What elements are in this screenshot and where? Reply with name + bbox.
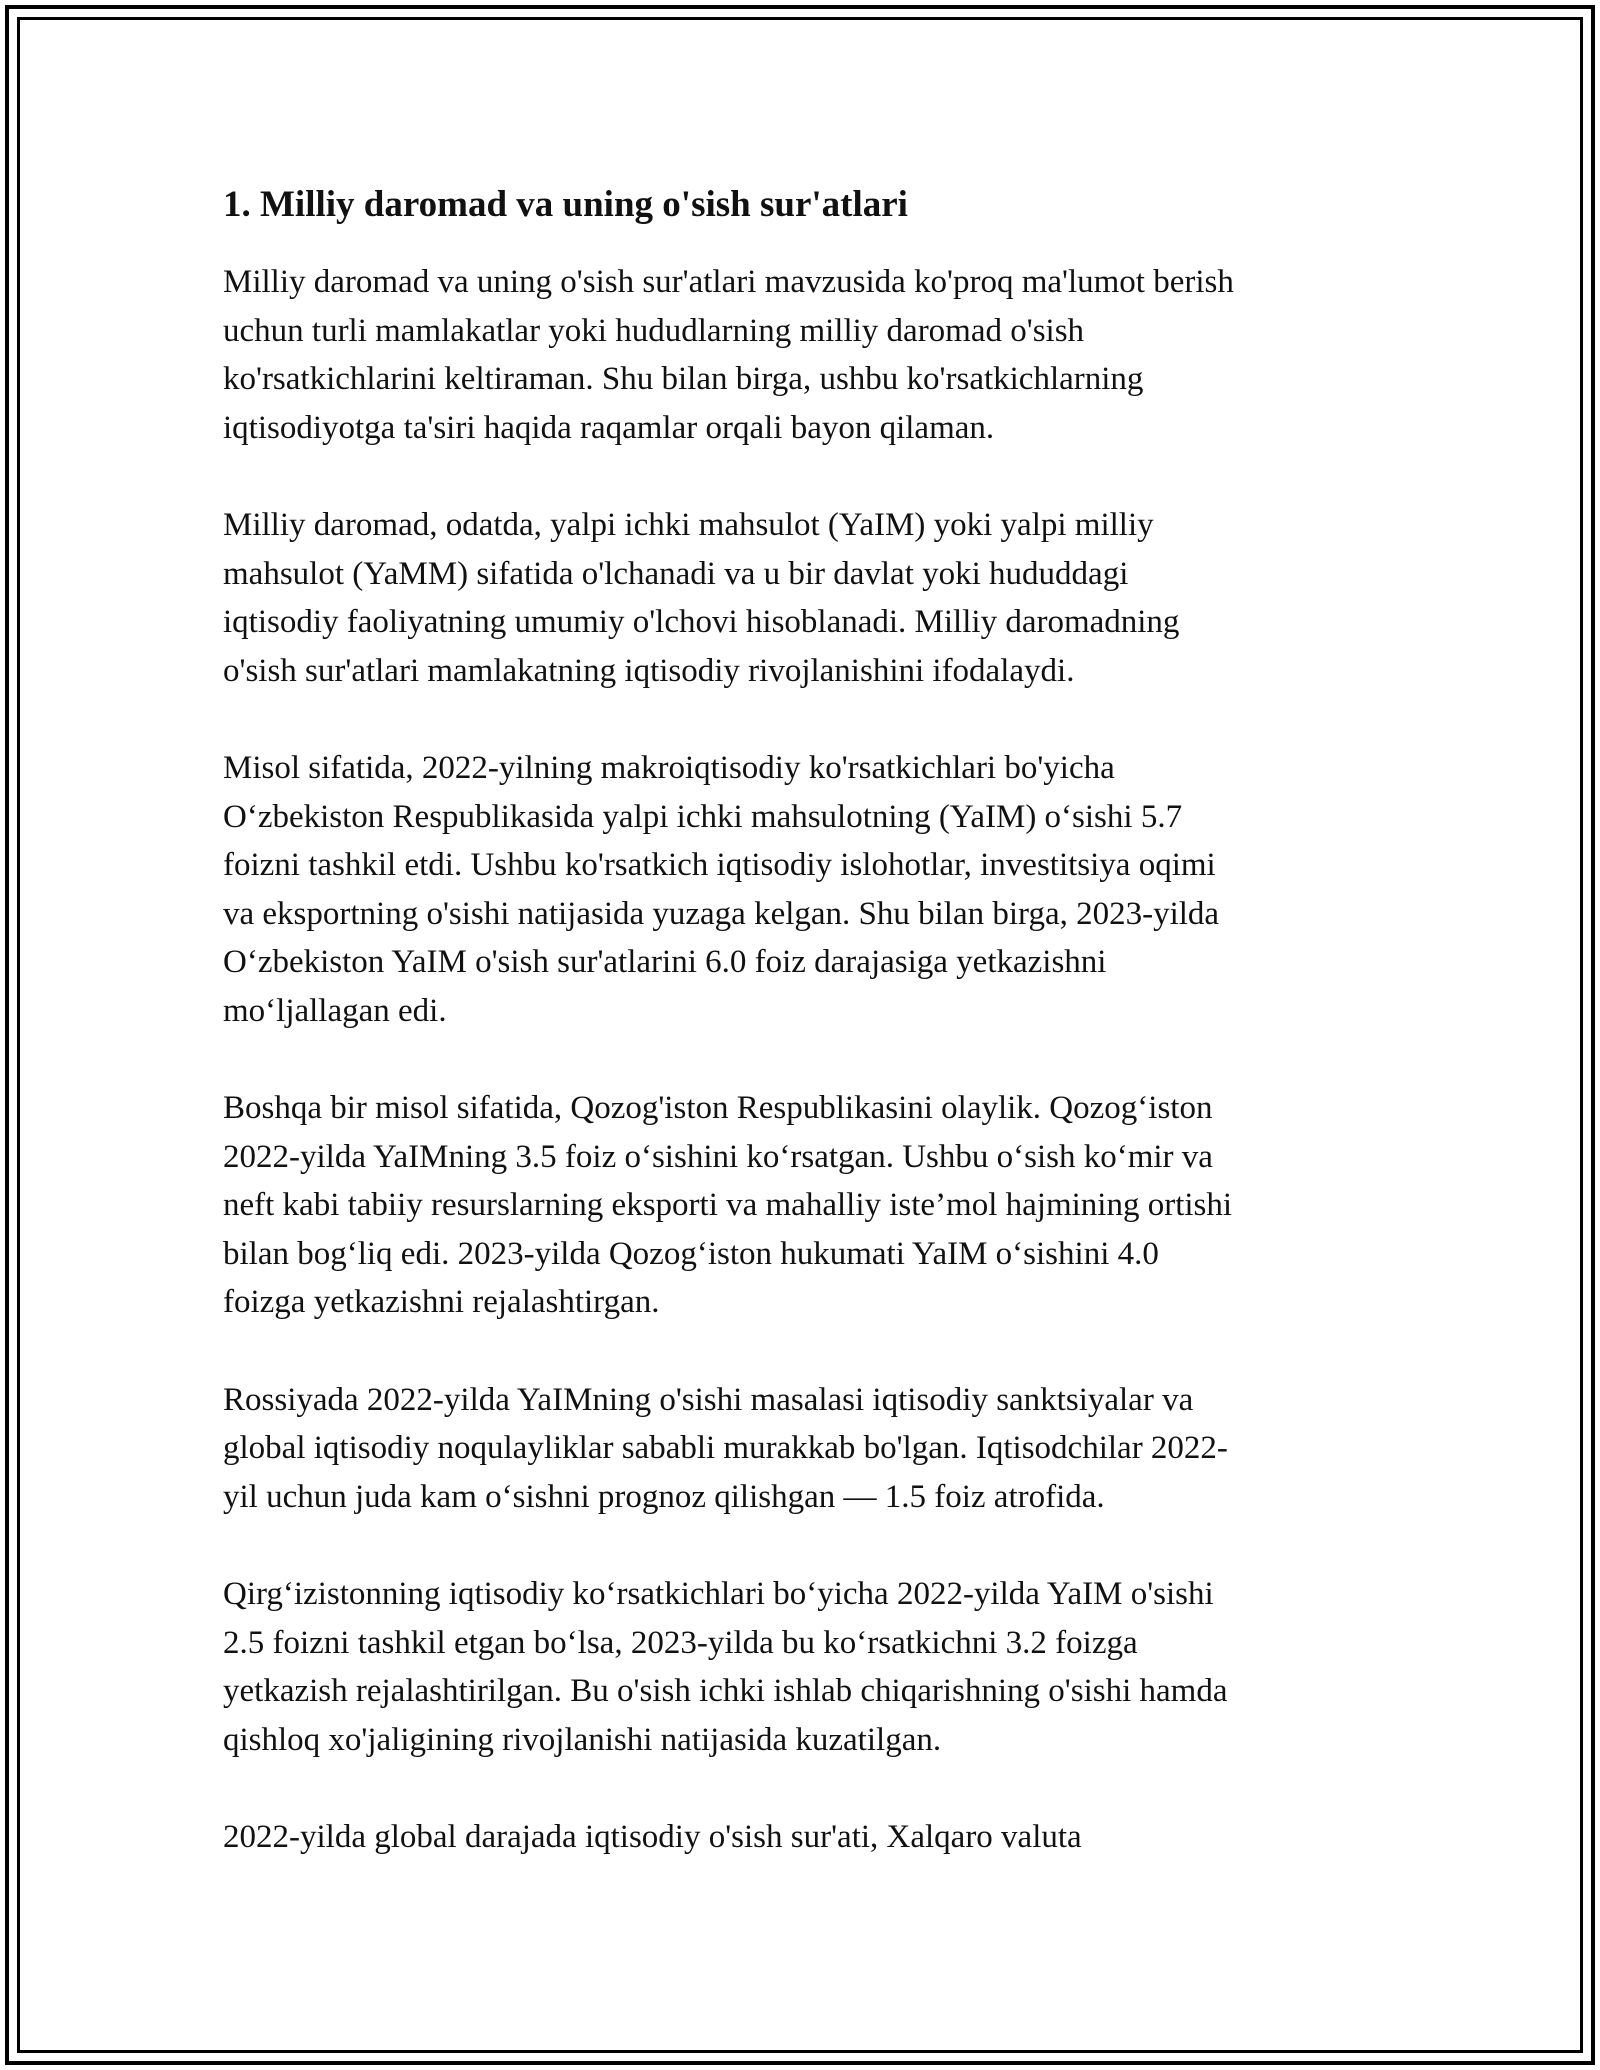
paragraph-line: O‘zbekiston Respublikasida yalpi ichki mahsulotning (YaIM) o‘sishi 5.7	[223, 798, 1183, 835]
paragraph-line: 2.5 foizni tashkil etgan bo‘lsa, 2023-yilda bu ko‘rsatkichni 3.2 foizga	[223, 1624, 1138, 1661]
paragraph-line: Boshqa bir misol sifatida, Qozog'iston Respublikasini olaylik. Qozog‘iston	[223, 1090, 1213, 1126]
paragraph-line: 2022-yilda global darajada iqtisodiy o'sish sur'ati, Xalqaro valuta	[223, 1819, 1082, 1855]
paragraph-line: yetkazish rejalashtirilgan. Bu o'sish ichki ishlab chiqarishning o'sishi hamda	[223, 1673, 1228, 1709]
paragraph-line: iqtisodiy faoliyatning umumiy o'lchovi hisoblanadi. Milliy daromadning	[223, 604, 1180, 640]
paragraph-line: iqtisodiyotga ta'siri haqida raqamlar orqali bayon qilaman.	[223, 409, 995, 446]
paragraph-line: Qirg‘izistonning iqtisodiy ko‘rsatkichlari bo‘yicha 2022-yilda YaIM o'sishi	[223, 1576, 1214, 1612]
paragraph-line: o'sish sur'atlari mamlakatning iqtisodiy rivojlanishini ifodalaydi.	[223, 652, 1075, 689]
paragraph-line: ko'rsatkichlarini keltiraman. Shu bilan birga, ushbu ko'rsatkichlarning	[223, 361, 1144, 397]
paragraph-line: mo‘ljallagan edi.	[223, 992, 447, 1029]
paragraph-line: foizga yetkazishni rejalashtirgan.	[223, 1284, 660, 1320]
paragraph-line: 2022-yilda YaIMning 3.5 foiz o‘sishini ko‘rsatgan. Ushbu o‘sish ko‘mir va	[223, 1138, 1213, 1175]
section-heading: 1. Milliy daromad va uning o'sish sur'atlari	[223, 184, 908, 225]
document-body	[223, 180, 1363, 1911]
paragraph-line: bilan bog‘liq edi. 2023-yilda Qozog‘iston hukumati YaIM o‘sishini 4.0	[223, 1235, 1159, 1272]
paragraph	[223, 1570, 1363, 1764]
paragraph-line: uchun turli mamlakatlar yoki hududlarning milliy daromad o'sish	[223, 312, 1085, 349]
paragraph	[223, 501, 1363, 695]
paragraph-line: neft kabi tabiiy resurslarning eksporti va mahalliy iste’mol hajmining ortishi	[223, 1187, 1233, 1223]
paragraph-line: Milliy daromad, odatda, yalpi ichki mahsulot (YaIM) yoki yalpi milliy	[223, 507, 1154, 543]
paragraph	[223, 258, 1363, 452]
paragraph-line: O‘zbekiston YaIM o'sish sur'atlarini 6.0 foiz darajasiga yetkazishni	[223, 944, 1107, 980]
paragraph-line: Rossiyada 2022-yilda YaIMning o'sishi masalasi iqtisodiy sanktsiyalar va	[223, 1381, 1194, 1418]
paragraph-line: Misol sifatida, 2022-yilning makroiqtisodiy ko'rsatkichlari bo'yicha	[223, 750, 1115, 786]
paragraph-line: mahsulot (YaMM) sifatida o'lchanadi va u bir davlat yoki hududdagi	[223, 555, 1129, 592]
paragraph	[223, 1376, 1363, 1522]
paragraph	[223, 1813, 1363, 1862]
paragraph-line: foizni tashkil etdi. Ushbu ko'rsatkich iqtisodiy islohotlar, investitsiya oqimi	[223, 847, 1216, 883]
paragraph-line: va eksportning o'sishi natijasida yuzaga kelgan. Shu bilan birga, 2023-yilda	[223, 895, 1220, 932]
paragraph-container	[223, 258, 1363, 1862]
paragraph-line: global iqtisodiy noqulayliklar sababli murakkab bo'lgan. Iqtisodchilar 2022-	[223, 1430, 1228, 1466]
paragraph-line: Milliy daromad va uning o'sish sur'atlari mavzusida ko'proq ma'lumot berish	[223, 264, 1234, 300]
paragraph	[223, 744, 1363, 1035]
paragraph-line: yil uchun juda kam o‘sishni prognoz qilishgan — 1.5 foiz atrofida.	[223, 1478, 1105, 1515]
paragraph	[223, 1084, 1363, 1327]
paragraph-line: qishloq xo'jaligining rivojlanishi natijasida kuzatilgan.	[223, 1721, 942, 1758]
